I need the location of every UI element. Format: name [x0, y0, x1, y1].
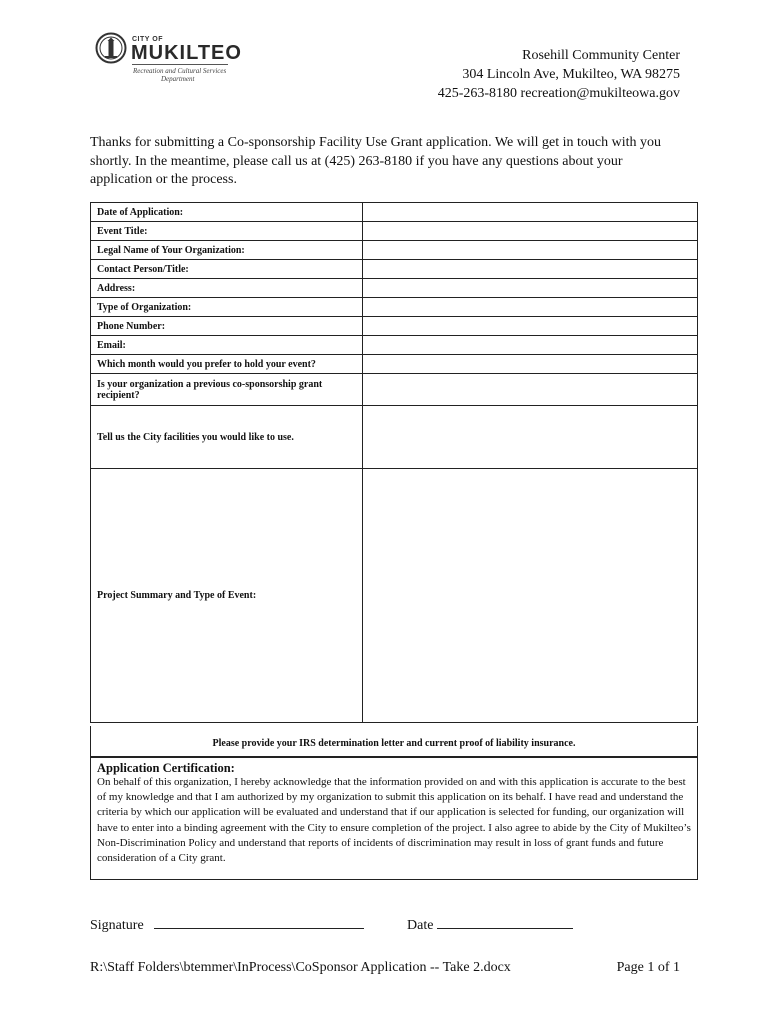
header-contact: 425-263-8180 recreation@mukilteowa.gov — [437, 86, 680, 101]
form-label-organization-type: Type of Organization: — [91, 298, 363, 317]
form-field-organization-type[interactable] — [363, 298, 698, 317]
footer-page-number: Page 1 of 1 — [616, 960, 680, 975]
form-row — [91, 279, 698, 298]
header-street-address: 304 Lincoln Ave, Mukilteo, WA 98275 — [462, 67, 680, 82]
form-row — [91, 406, 698, 469]
certification-title: Application Certification: — [97, 761, 235, 775]
form-label-organization-name: Legal Name of Your Organization: — [91, 241, 363, 260]
date-area — [407, 914, 573, 934]
form-label-project-summary: Project Summary and Type of Event: — [91, 469, 363, 723]
form-label-contact-person: Contact Person/Title: — [91, 260, 363, 279]
form-row — [91, 469, 698, 723]
form-field-city-facilities[interactable] — [363, 406, 698, 469]
application-form-table — [90, 202, 698, 723]
form-field-preferred-month[interactable] — [363, 355, 698, 374]
signature-label: Signature — [90, 918, 144, 933]
form-field-previous-recipient[interactable] — [363, 374, 698, 406]
date-label: Date — [407, 918, 434, 933]
form-field-phone[interactable] — [363, 317, 698, 336]
form-label-address: Address: — [91, 279, 363, 298]
form-label-email: Email: — [91, 336, 363, 355]
lighthouse-seal-icon — [95, 32, 127, 64]
form-field-email[interactable] — [363, 336, 698, 355]
certification-box — [90, 757, 698, 880]
logo-department-line2: Department — [161, 75, 195, 83]
form-row — [91, 374, 698, 406]
form-field-date[interactable] — [363, 203, 698, 222]
form-field-project-summary[interactable] — [363, 469, 698, 723]
form-row — [91, 241, 698, 260]
header-address-block — [438, 46, 680, 103]
insurance-notice: Please provide your IRS determination letter and current proof of liability insurance. — [90, 726, 698, 757]
signature-area — [90, 914, 364, 934]
form-row — [91, 298, 698, 317]
logo-department-line1: Recreation and Cultural Services — [133, 67, 227, 75]
form-label-phone: Phone Number: — [91, 317, 363, 336]
form-row — [91, 336, 698, 355]
form-row — [91, 355, 698, 374]
form-label-preferred-month: Which month would you prefer to hold your event? — [91, 355, 363, 374]
header-org-name: Rosehill Community Center — [522, 48, 680, 63]
form-row — [91, 222, 698, 241]
form-label-previous-recipient: Is your organization a previous co-sponsorship grant recipient? — [91, 374, 363, 406]
signature-line[interactable] — [154, 914, 364, 929]
form-label-city-facilities: Tell us the City facilities you would like to use. — [91, 406, 363, 469]
form-field-contact-person[interactable] — [363, 260, 698, 279]
form-row — [91, 317, 698, 336]
date-line[interactable] — [437, 914, 573, 929]
form-field-event-title[interactable] — [363, 222, 698, 241]
city-logo — [95, 30, 255, 88]
form-field-address[interactable] — [363, 279, 698, 298]
certification-body: On behalf of this organization, I hereby acknowledge that the information provided on and with this application is accurate to the best of my knowledge and that I am authorized by my organization to submit this application on its behalf. I have read and understand the criteria by which our application will be evaluated and understand that if our application is selected for funding, our organization will have to enter into a binding agreement with the City to ensure completion of the project. I also agree to abide by the City of Mukilteo’s Non-Discrimination Policy and understand that reports of incidents of discrimination may result in loss of grant funds and future consideration of a City grant. — [97, 776, 691, 865]
intro-paragraph: Thanks for submitting a Co-sponsorship Facility Use Grant application. We will get in touch with you shortly. In the meantime, please call us at (425) 263-8180 if you have any questions about your application or the process. — [90, 135, 661, 187]
form-row — [91, 203, 698, 222]
form-row — [91, 260, 698, 279]
footer-file-path: R:\Staff Folders\btemmer\InProcess\CoSponsor Application -- Take 2.docx — [90, 960, 511, 975]
logo-divider — [132, 64, 228, 65]
form-label-date: Date of Application: — [91, 203, 363, 222]
logo-city-of: CITY OF — [132, 36, 163, 43]
form-field-organization-name[interactable] — [363, 241, 698, 260]
logo-city-name: MUKILTEO — [131, 42, 242, 64]
form-label-event-title: Event Title: — [91, 222, 363, 241]
